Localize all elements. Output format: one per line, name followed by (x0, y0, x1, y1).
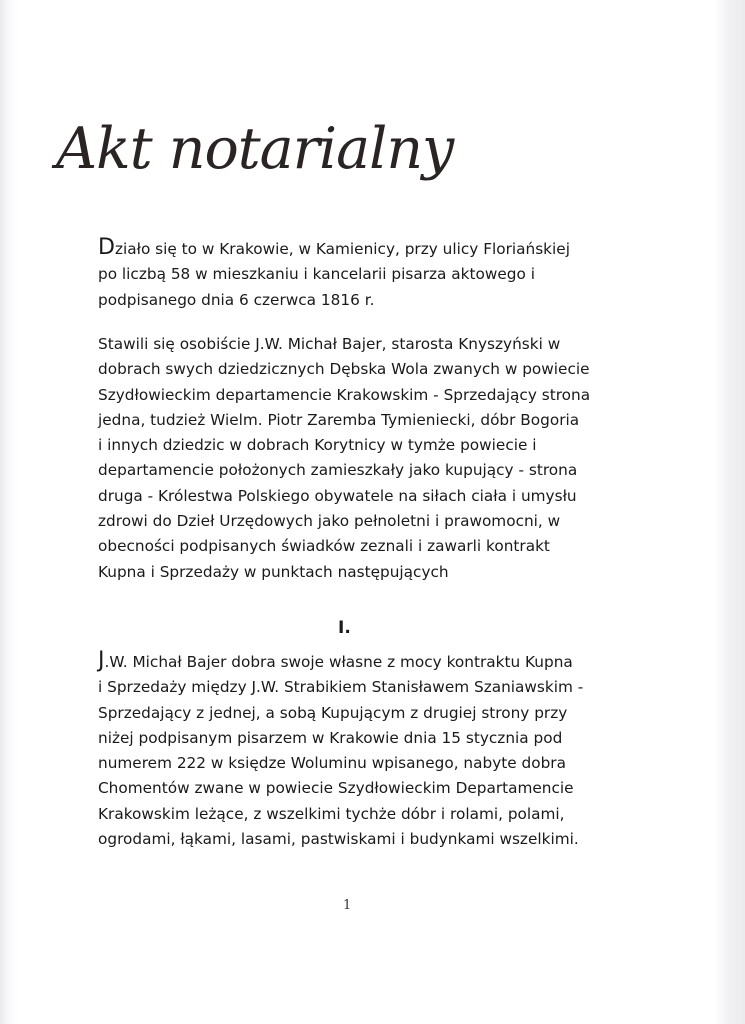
paragraph-line: Działo się to w Krakowie, w Kamienicy, przy ulicy Floriańskiej (98, 235, 570, 260)
page-number: 1 (343, 898, 352, 913)
paragraph-line: ogrodami, łąkami, lasami, pastwiskami i budynkami wszelkimi. (98, 830, 579, 849)
paragraph-line: Sprzedający z jednej, a sobą Kupującym z drugiej strony przy (98, 703, 568, 722)
document-title: Akt notarialny (56, 116, 454, 182)
drop-cap: J (98, 648, 105, 673)
paragraph-line: departamencie położonych zamieszkały jako kupujący - strona (98, 461, 578, 480)
paragraph-line: Kupna i Sprzedaży w punktach następujących (98, 562, 449, 581)
paragraph-line: druga - Królestwa Polskiego obywatele na siłach ciała i umysłu (98, 486, 577, 505)
paragraph-2 (98, 332, 618, 585)
paragraph-line: jedna, tudzież Wielm. Piotr Zaremba Tymieniecki, dóbr Bogoria (98, 410, 580, 429)
paragraph-line: po liczbą 58 w mieszkaniu i kancelarii pisarza aktowego i (98, 265, 535, 284)
section-number: I. (338, 618, 351, 638)
paragraph-line: i innych dziedzic w dobrach Korytnicy w tymże powiecie i (98, 436, 537, 455)
paragraph-line: J.W. Michał Bajer dobra swoje własne z mocy kontraktu Kupna (98, 648, 573, 673)
paragraph-line: Stawili się osobiście J.W. Michał Bajer, starosta Knyszyński w (98, 335, 561, 353)
paragraph-line: niżej podpisanym pisarzem w Krakowie dnia 15 stycznia pod (98, 728, 563, 747)
paragraph-line: i Sprzedaży między J.W. Strabikiem Stanisławem Szaniawskim - (98, 678, 584, 697)
drop-cap: D (98, 235, 115, 260)
paragraph-line: numerem 222 w księdze Woluminu wpisanego, nabyte dobra (98, 754, 566, 773)
paragraph-line: Chomentów zwane w powiecie Szydłowieckim Departamencie (98, 779, 574, 798)
paragraph-1 (98, 237, 618, 313)
paragraph-3 (98, 650, 618, 852)
paragraph-line: dobrach swych dziedzicznych Dębska Wola zwanych w powiecie (98, 360, 590, 379)
paragraph-line: podpisanego dnia 6 czerwca 1816 r. (98, 290, 375, 309)
paragraph-line: obecności podpisanych świadków zeznali i zawarli kontrakt (98, 537, 550, 556)
paragraph-line: zdrowi do Dzieł Urzędowych jako pełnoletni i prawomocni, w (98, 512, 561, 531)
paragraph-line: Szydłowieckim departamencie Krakowskim - Sprzedający strona (98, 385, 591, 404)
paragraph-line: Krakowskim leżące, z wszelkimi tychże dóbr i rolami, polami, (98, 804, 565, 823)
